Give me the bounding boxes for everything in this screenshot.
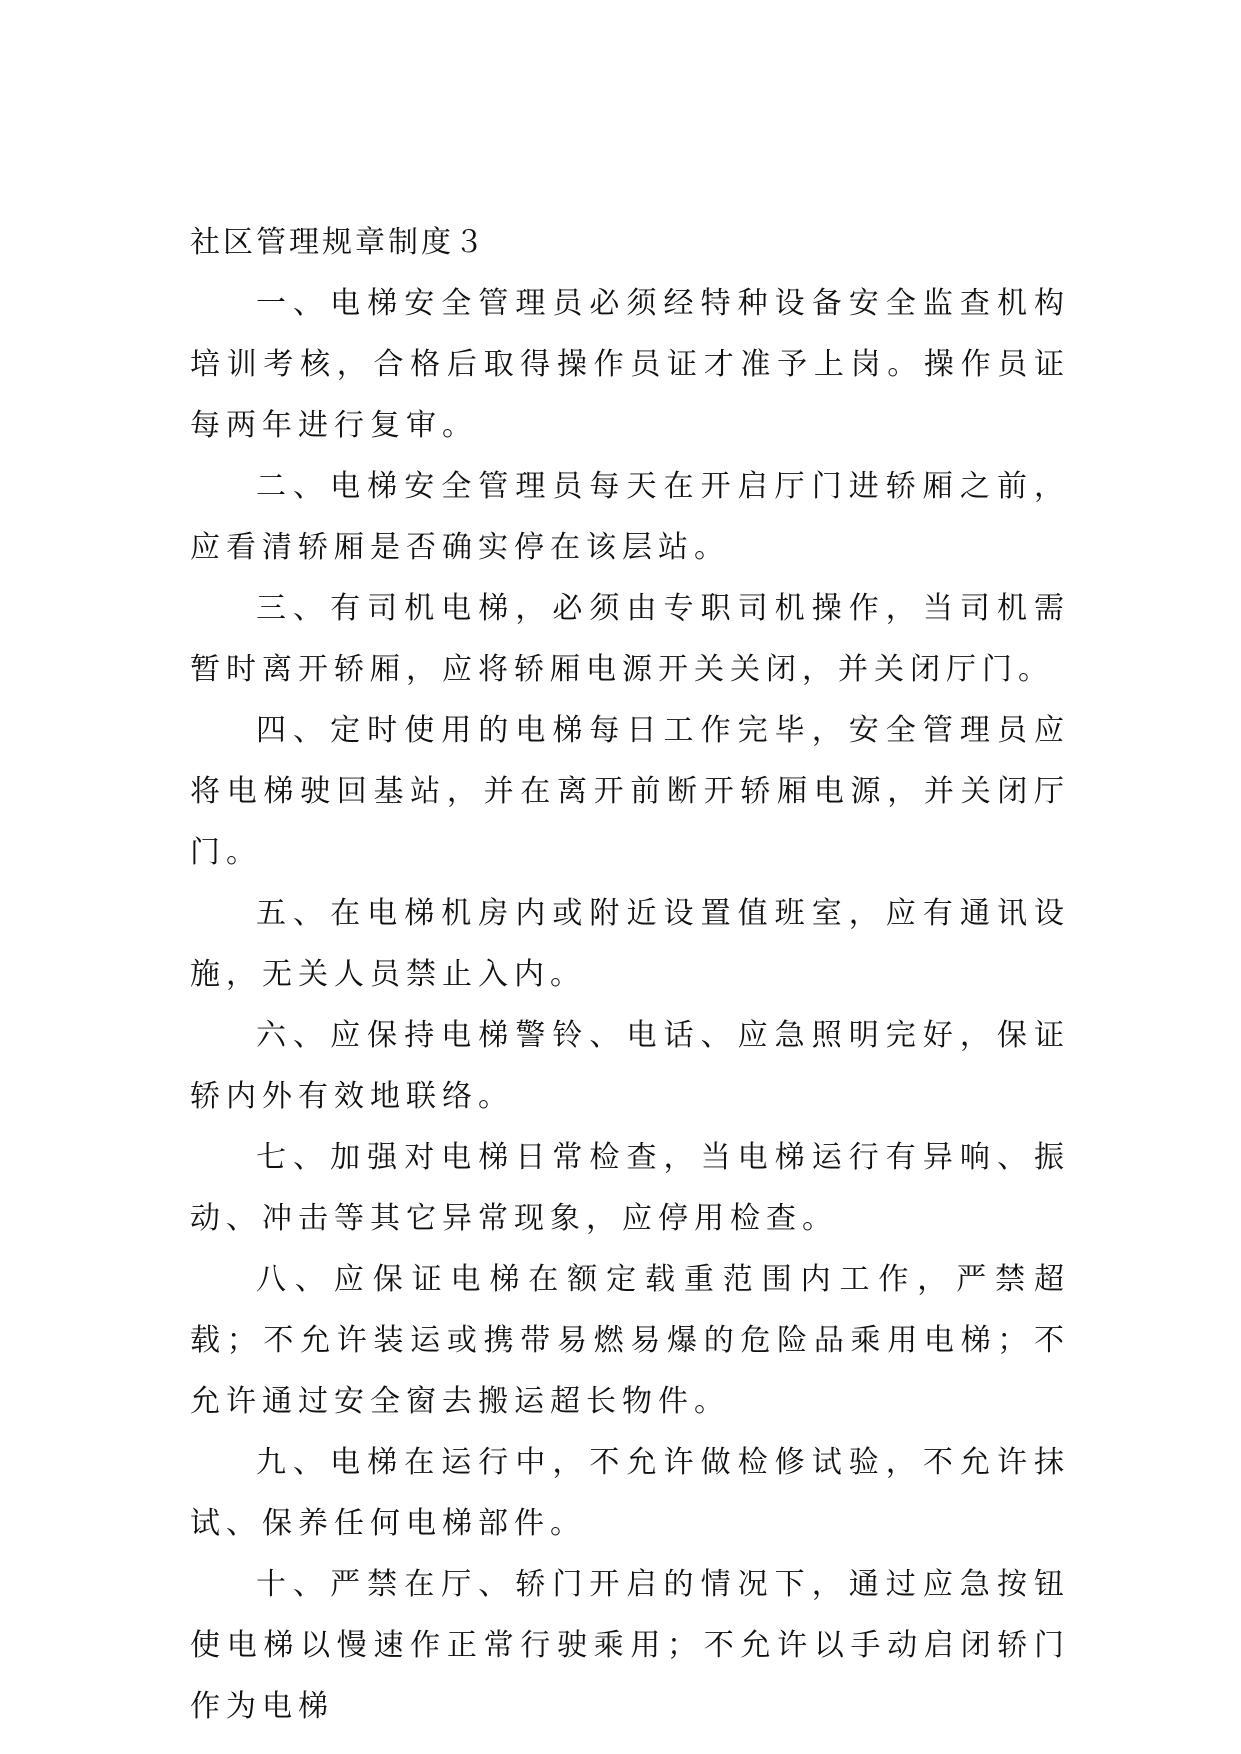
rule-paragraph-9: 九、电梯在运行中，不允许做检修试验，不允许抹试、保养任何电梯部件。 (190, 1445, 1070, 1541)
rule-paragraph-5: 五、在电梯机房内或附近设置值班室，应有通讯设施，无关人员禁止入内。 (190, 896, 1070, 992)
rule-paragraph-8: 八、应保证电梯在额定载重范围内工作，严禁超载；不允许装运或携带易燃易爆的危险品乘用电梯；不允许通过安全窗去搬运超长物件。 (190, 1262, 1070, 1419)
rule-paragraph-10: 十、严禁在厅、轿门开启的情况下，通过应急按钮使电梯以慢速作正常行驶乘用；不允许以手动启闭轿门作为电梯 (190, 1567, 1070, 1724)
rule-paragraph-7: 七、加强对电梯日常检查，当电梯运行有异响、振动、冲击等其它异常现象，应停用检查。 (190, 1140, 1070, 1236)
document-title: 社区管理规章制度３ (190, 225, 487, 260)
document-body (190, 212, 1070, 1737)
rule-paragraph-1: 一、电梯安全管理员必须经特种设备安全监查机构培训考核，合格后取得操作员证才准予上岗。操作员证每两年进行复审。 (190, 286, 1070, 443)
rule-paragraph-2: 二、电梯安全管理员每天在开启厅门进轿厢之前，应看清轿厢是否确实停在该层站。 (190, 469, 1070, 565)
rule-paragraph-3: 三、有司机电梯，必须由专职司机操作，当司机需暂时离开轿厢，应将轿厢电源开关关闭，并关闭厅门。 (190, 591, 1070, 687)
rule-paragraph-6: 六、应保持电梯警铃、电话、应急照明完好，保证轿内外有效地联络。 (190, 1018, 1070, 1114)
rule-paragraph-4: 四、定时使用的电梯每日工作完毕，安全管理员应将电梯驶回基站，并在离开前断开轿厢电源，并关闭厅门。 (190, 713, 1070, 870)
